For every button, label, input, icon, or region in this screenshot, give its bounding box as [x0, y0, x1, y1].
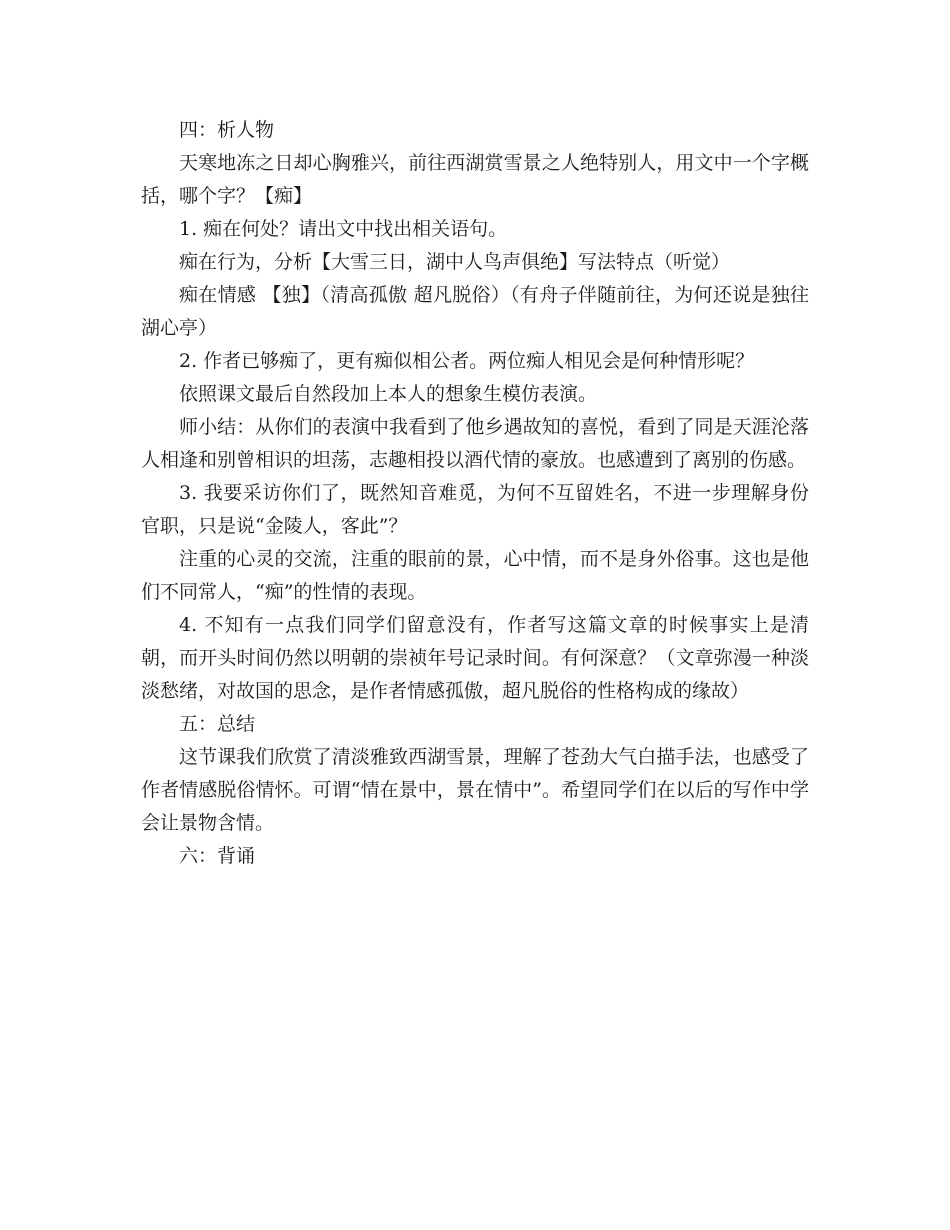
paragraph-question-4: 4. 不知有一点我们同学们留意没有，作者写这篇文章的时候事实上是清朝，而开头时间仍然以明朝的崇祯年号记录时间。有何深意？（文章弥漫一种淡淡愁绪，对故国的思念，是作者情感孤傲，超凡脱俗的性格构成的缘故）: [141, 614, 809, 702]
paragraph-chi-in-emotion: 痴在情感 【独】（清高孤傲 超凡脱俗）（有舟子伴随前往，为何还说是独往湖心亭）: [141, 284, 809, 339]
paragraph-question-chi: 天寒地冻之日却心胸雅兴，前往西湖赏雪景之人绝特别人，用文中一个字概括，哪个字？【痴】: [141, 152, 809, 207]
paragraph-answer-3: 注重的心灵的交流，注重的眼前的景，心中情，而不是身外俗事。这也是他们不同常人，“痴”的性情的表现。: [141, 548, 809, 603]
paragraph-teacher-summary: 师小结：从你们的表演中我看到了他乡遇故知的喜悦，看到了同是天涯沦落人相逢和别曾相识的坦荡，志趣相投以酒代情的豪放。也感遭到了离别的伤感。: [141, 416, 809, 471]
paragraph-question-1: 1. 痴在何处？请出文中找出相关语句。: [179, 218, 508, 240]
paragraph-question-2: 2. 作者已够痴了，更有痴似相公者。两位痴人相见会是何种情形呢？: [179, 350, 755, 372]
paragraph-summary: 这节课我们欣赏了清淡雅致西湖雪景，理解了苍劲大气白描手法，也感受了作者情感脱俗情怀。可谓“情在景中，景在情中”。希望同学们在以后的写作中学会让景物含情。: [141, 746, 809, 834]
section-heading-recite: 六：背诵: [179, 845, 256, 867]
paragraph-role-play: 依照课文最后自然段加上本人的想象生模仿表演。: [179, 383, 598, 405]
paragraph-chi-in-behavior: 痴在行为，分析【大雪三日，湖中人鸟声俱绝】写法特点（听觉）: [179, 251, 731, 273]
document-body: [141, 114, 809, 873]
section-heading-analyze-characters: 四：析人物: [179, 119, 275, 141]
paragraph-question-3: 3. 我要采访你们了，既然知音难觅，为何不互留姓名，不进一步理解身份官职，只是说“金陵人，客此”？: [141, 482, 809, 537]
section-heading-summary: 五：总结: [179, 713, 256, 735]
